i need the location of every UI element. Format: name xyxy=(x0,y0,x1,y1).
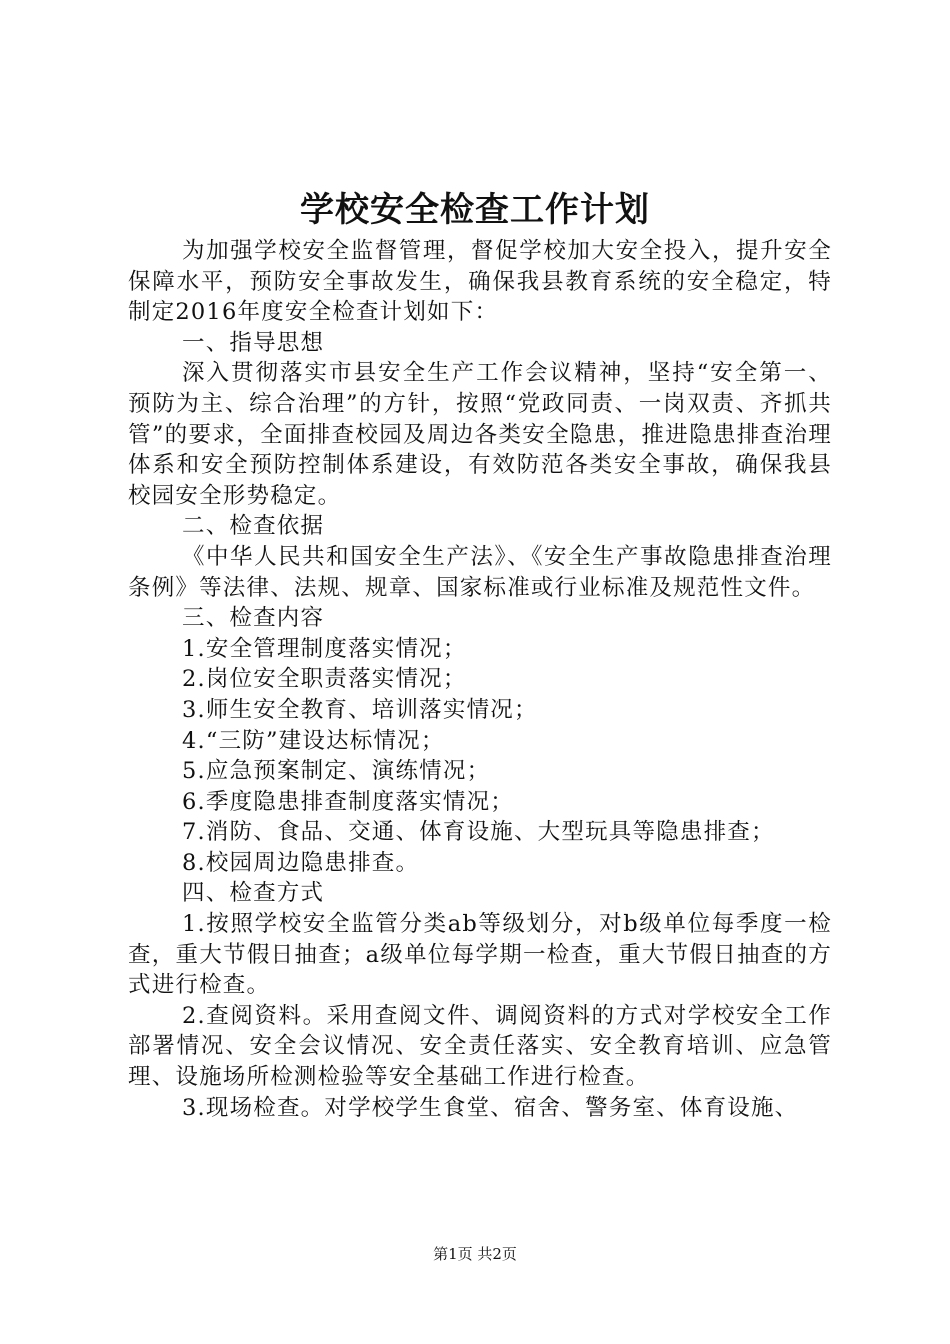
list-item-method-2: 2.查阅资料。采用查阅文件、调阅资料的方式对学校安全工作部署情况、安全会议情况、安全责任落实、安全教育培训、应急管理、设施场所检测检验等安全基础工作进行检查。 xyxy=(128,1002,832,1091)
list-item-content-8: 8.校园周边隐患排查。 xyxy=(182,849,420,876)
document-body xyxy=(128,236,832,1123)
heading-inspection-basis: 二、检查依据 xyxy=(182,513,325,540)
page-footer: 第1页 共2页 xyxy=(433,1245,517,1263)
heading-inspection-content: 三、检查内容 xyxy=(182,605,325,632)
paragraph-guiding-ideology: 深入贯彻落实市县安全生产工作会议精神，坚持“安全第一、预防为主、综合治理”的方针，按照“党政同责、一岗双责、齐抓共管”的要求，全面排查校园及周边各类安全隐患，推进隐患排查治理体系和安全预防控制体系建设，有效防范各类安全事故，确保我县校园安全形势稳定。 xyxy=(128,360,832,509)
list-item-content-2: 2.岗位安全职责落实情况； xyxy=(182,666,467,693)
list-item-content-1: 1.安全管理制度落实情况； xyxy=(182,635,467,662)
heading-inspection-method: 四、检查方式 xyxy=(182,880,325,907)
list-item-method-3: 3.现场检查。对学校学生食堂、宿舍、警务室、体育设施、 xyxy=(182,1094,799,1121)
heading-guiding-ideology: 一、指导思想 xyxy=(182,329,325,356)
list-item-content-7: 7.消防、食品、交通、体育设施、大型玩具等隐患排查； xyxy=(182,819,775,846)
list-item-content-5: 5.应急预案制定、演练情况； xyxy=(182,758,491,785)
list-item-content-3: 3.师生安全教育、培训落实情况； xyxy=(182,696,538,723)
list-item-content-4: 4.“三防”建设达标情况； xyxy=(182,727,445,754)
list-item-method-1: 1.按照学校安全监管分类ab等级划分，对b级单位每季度一检查，重大节假日抽查；a级单位每学期一检查，重大节假日抽查的方式进行检查。 xyxy=(128,911,832,999)
paragraph-intro: 为加强学校安全监督管理，督促学校加大安全投入，提升安全保障水平，预防安全事故发生，确保我县教育系统的安全稳定，特制定2016年度安全检查计划如下： xyxy=(128,238,832,326)
paragraph-inspection-basis: 《中华人民共和国安全生产法》、《安全生产事故隐患排查治理条例》等法律、法规、规章、国家标准或行业标准及规范性文件。 xyxy=(128,543,832,601)
document-title: 学校安全检查工作计划 xyxy=(300,190,650,230)
list-item-content-6: 6.季度隐患排查制度落实情况； xyxy=(182,788,514,815)
